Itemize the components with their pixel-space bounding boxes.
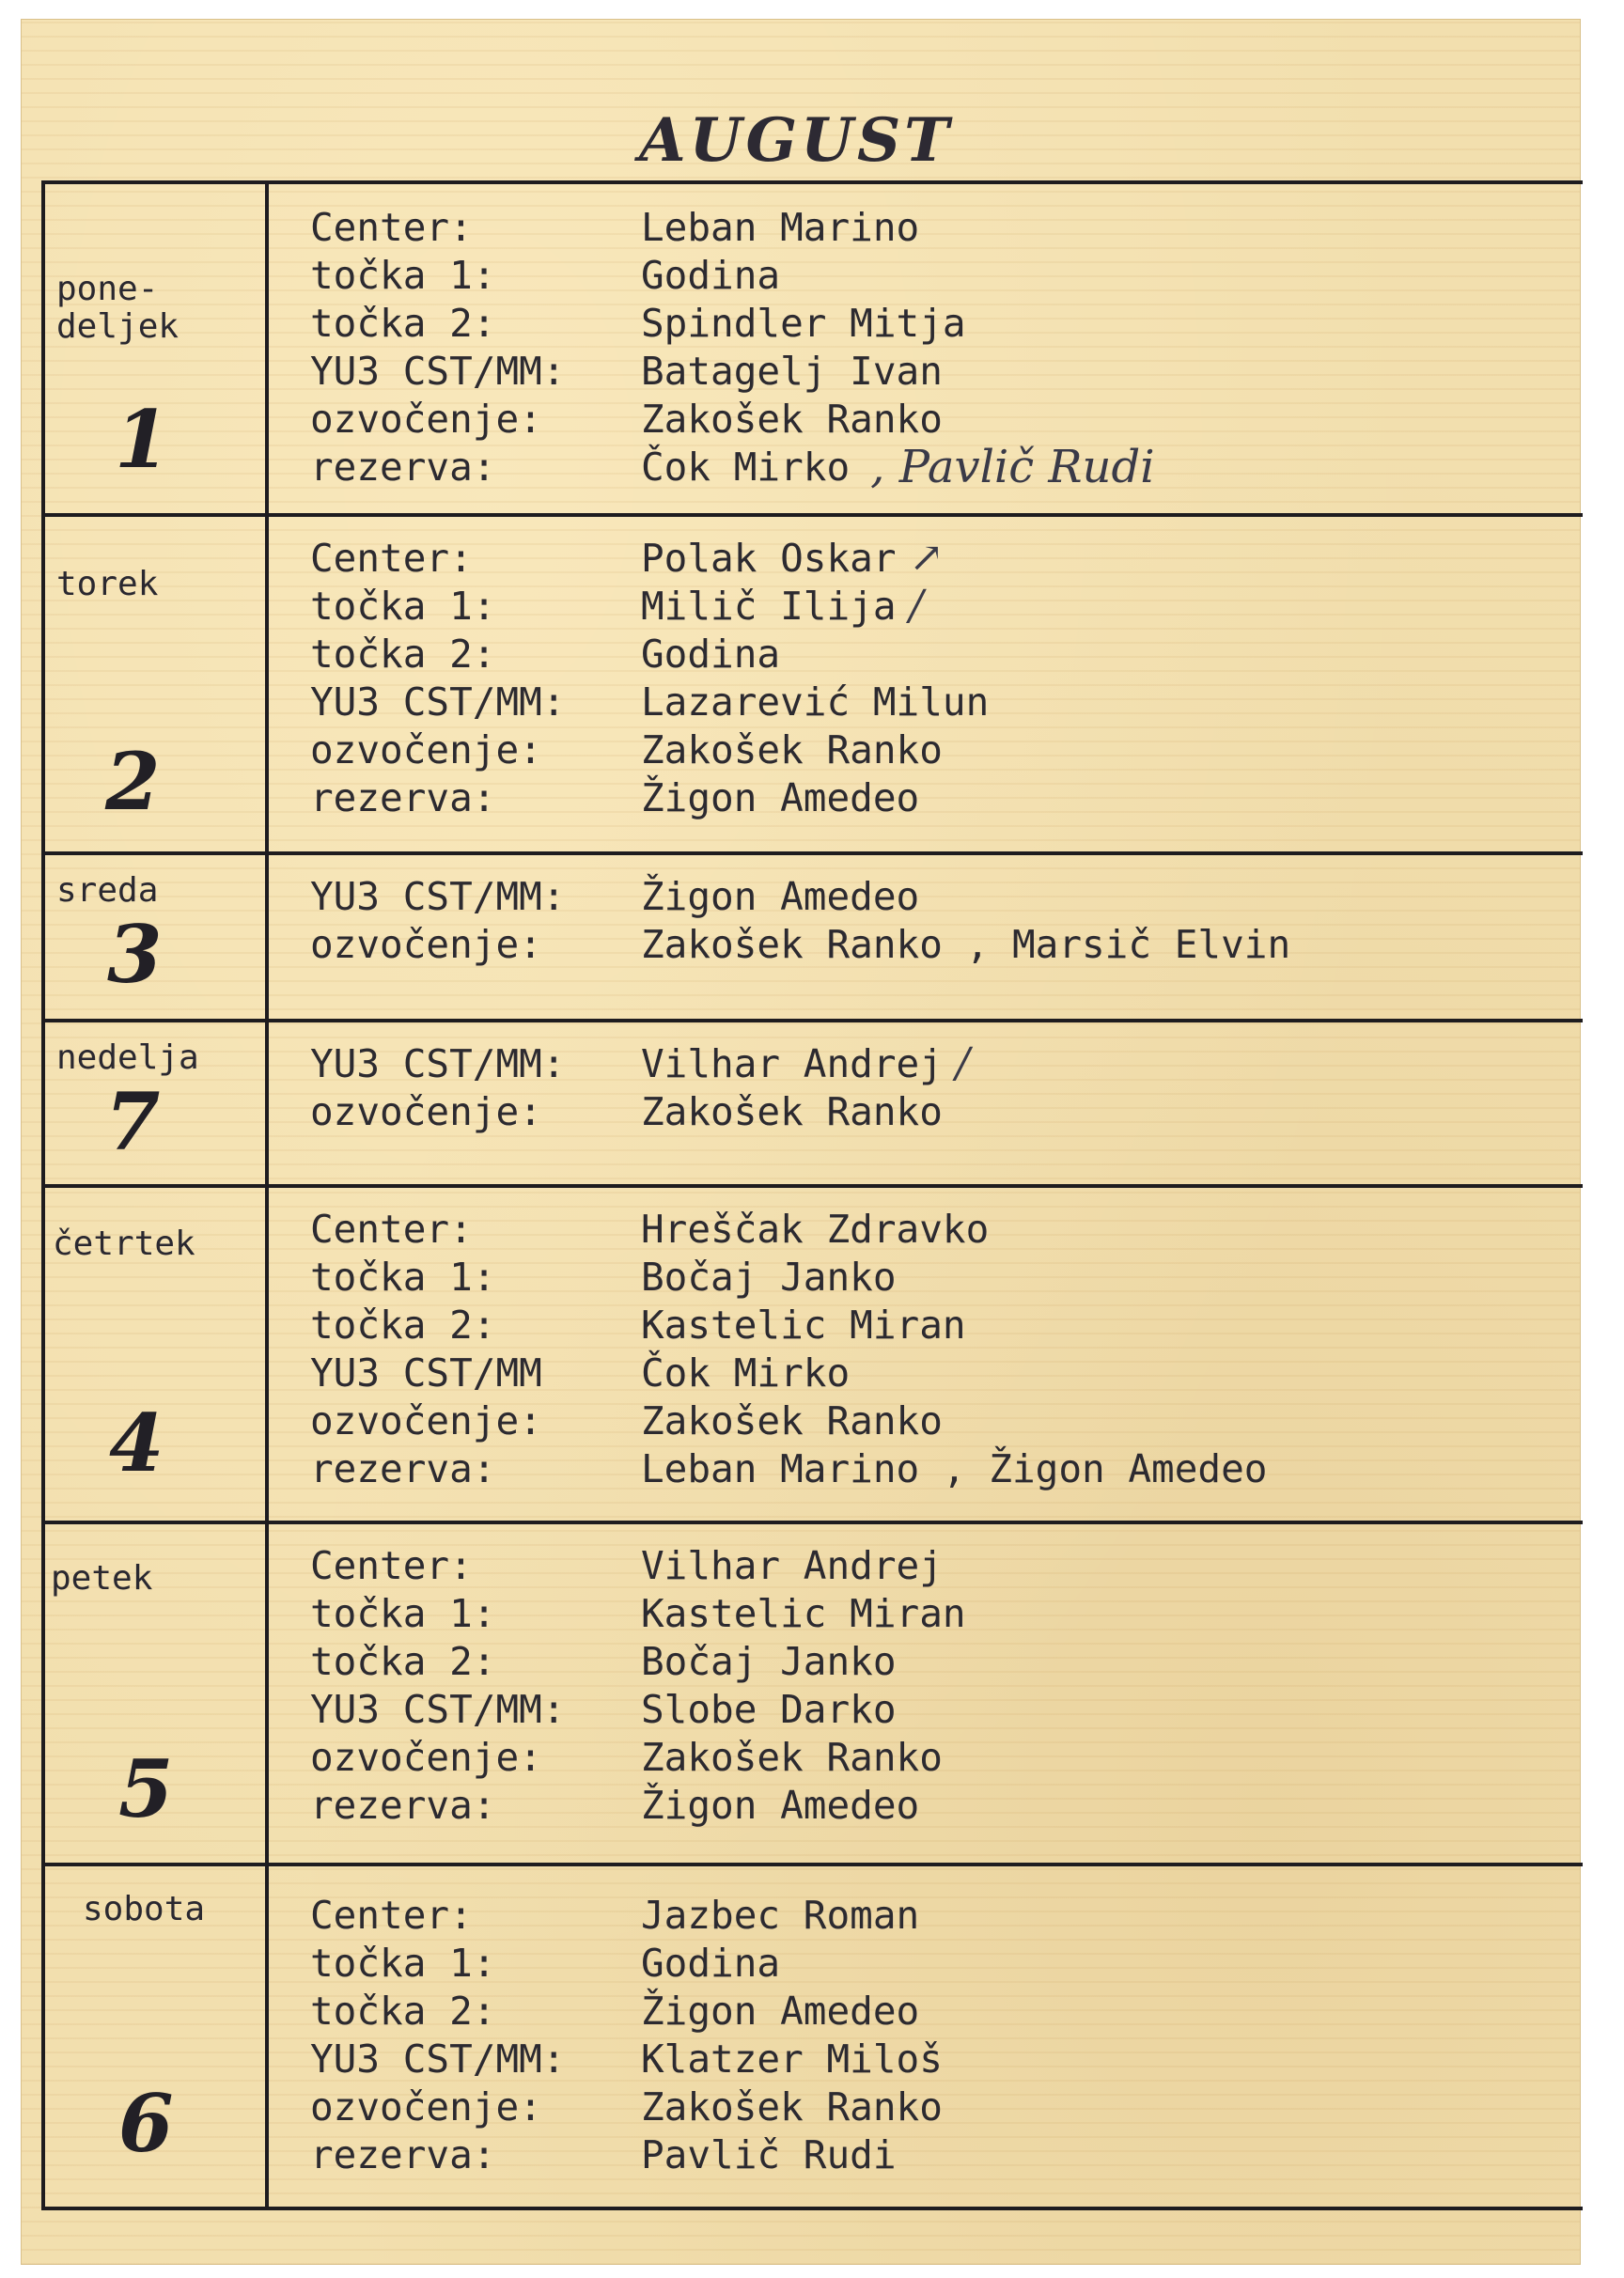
handwritten-addition: , Pavlič Rudi [870, 440, 1155, 493]
duty-list [310, 203, 1155, 491]
role-label: ozvočenje: [310, 2083, 542, 2130]
role-label: točka 2: [310, 1302, 496, 1348]
duty-entry [310, 1939, 943, 1987]
duty-entry [310, 299, 1155, 347]
duty-list [310, 1541, 966, 1829]
person-name: Zakošek Ranko [641, 1088, 943, 1134]
person-name: Bočaj Janko [641, 1254, 897, 1300]
day-label: sreda [56, 871, 159, 910]
person-name: Žigon Amedeo [641, 774, 920, 820]
duty-list [310, 1205, 1267, 1492]
person-name: Lazarević Milun [641, 679, 990, 725]
schedule-table [41, 180, 1583, 2210]
day-number: 6 [118, 2077, 174, 2170]
day-number: 5 [118, 1742, 174, 1835]
day-number: 3 [107, 908, 163, 1001]
person-name: Godina [641, 631, 781, 677]
role-label: YU3 CST/MM: [310, 2036, 566, 2082]
duty-list [310, 534, 989, 821]
person-name: Godina [641, 252, 781, 298]
duty-entry [310, 347, 1155, 395]
person-name: Godina [641, 1940, 781, 1986]
role-label: YU3 CST/MM: [310, 1040, 566, 1086]
day-number: 1 [115, 393, 170, 486]
duty-entry [310, 1301, 1267, 1349]
role-label: točka 1: [310, 583, 496, 629]
role-label: rezerva: [310, 2131, 496, 2177]
day-row-cetrtek [41, 1184, 1583, 1521]
duty-entry [310, 251, 1155, 299]
role-label: Center: [310, 535, 473, 581]
role-label: rezerva: [310, 1445, 496, 1491]
person-name: Zakošek Ranko [641, 1397, 943, 1443]
duty-list [310, 1891, 943, 2178]
duty-entry [310, 1253, 1267, 1301]
duty-entry [310, 1444, 1267, 1492]
role-label: točka 1: [310, 1254, 496, 1300]
day-label: petek [51, 1559, 153, 1598]
role-label: ozvočenje: [310, 396, 542, 442]
duty-entry [310, 2130, 943, 2178]
day-number: 7 [105, 1075, 161, 1168]
role-label: Center: [310, 1542, 473, 1588]
person-name: Žigon Amedeo [641, 1988, 920, 2034]
person-name: Leban Marino [641, 204, 920, 250]
person-name: Batagelj Ivan [641, 348, 943, 394]
duty-entry [310, 1087, 970, 1135]
person-name: Zakošek Ranko [641, 396, 943, 442]
duty-entry [310, 872, 1290, 920]
role-label: ozvočenje: [310, 1734, 542, 1780]
role-label: rezerva: [310, 444, 496, 490]
role-label: točka 2: [310, 1638, 496, 1684]
day-label: četrtek [53, 1225, 195, 1263]
role-label: ozvočenje: [310, 1397, 542, 1443]
day-row-ponedeljek [41, 180, 1583, 513]
day-row-nedelja [41, 1019, 1583, 1184]
duty-entry [310, 773, 989, 821]
role-label: YU3 CST/MM: [310, 679, 566, 725]
duty-entry [310, 1205, 1267, 1253]
person-name: Klatzer Miloš [641, 2036, 943, 2082]
page-title: AUGUST [639, 105, 953, 176]
duty-entry [310, 1039, 970, 1087]
duty-entry [310, 2035, 943, 2083]
person-name: Jazbec Roman [641, 1892, 920, 1938]
role-label: ozvočenje: [310, 726, 542, 772]
day-row-petek [41, 1521, 1583, 1863]
person-name: Čok Mirko [641, 1350, 851, 1396]
duty-entry [310, 726, 989, 773]
role-label: točka 2: [310, 300, 496, 346]
person-name: Kastelic Miran [641, 1590, 966, 1636]
day-label: pone- deljek [56, 270, 180, 346]
duty-entry [310, 1349, 1267, 1396]
person-name: Čok Mirko [641, 444, 851, 490]
table-bottom-border [41, 2207, 1583, 2210]
role-label: rezerva: [310, 1782, 496, 1828]
duty-entry [310, 920, 1290, 968]
role-label: YU3 CST/MM [310, 1350, 542, 1396]
duty-entry [310, 1541, 966, 1589]
day-label: nedelja [56, 1038, 199, 1077]
duty-entry [310, 440, 1155, 493]
duty-entry [310, 1781, 966, 1829]
person-name: Vilhar Andrej [641, 1040, 943, 1086]
person-name: Kastelic Miran [641, 1302, 966, 1348]
day-row-sreda [41, 851, 1583, 1019]
day-number: 2 [105, 735, 161, 828]
role-label: točka 2: [310, 631, 496, 677]
person-name: Leban Marino , Žigon Amedeo [641, 1445, 1268, 1491]
duty-entry [310, 203, 1155, 251]
duty-entry [310, 1589, 966, 1637]
role-label: točka 1: [310, 1590, 496, 1636]
person-name: Zakošek Ranko [641, 726, 943, 772]
person-name: Hreščak Zdravko [641, 1206, 990, 1252]
role-label: YU3 CST/MM: [310, 873, 566, 919]
role-label: ozvočenje: [310, 1088, 542, 1134]
duty-entry [310, 1396, 1267, 1444]
day-label: torek [56, 565, 159, 603]
duty-entry [310, 1987, 943, 2035]
person-name: Slobe Darko [641, 1686, 897, 1732]
role-label: točka 1: [310, 1940, 496, 1986]
person-name: Zakošek Ranko [641, 1734, 943, 1780]
role-label: Center: [310, 1206, 473, 1252]
handwritten-mark: / [955, 1039, 970, 1087]
handwritten-mark: / [909, 582, 924, 630]
person-name: Pavlič Rudi [641, 2131, 897, 2177]
duty-entry [310, 630, 989, 678]
person-name: Zakošek Ranko [641, 2083, 943, 2130]
day-number: 4 [109, 1396, 164, 1490]
role-label: Center: [310, 1892, 473, 1938]
role-label: Center: [310, 204, 473, 250]
person-name: Žigon Amedeo [641, 873, 920, 919]
duty-entry [310, 1733, 966, 1781]
duty-entry [310, 678, 989, 726]
duty-entry [310, 1891, 943, 1939]
day-label: sobota [83, 1890, 206, 1928]
person-name: Spindler Mitja [641, 300, 966, 346]
person-name: Bočaj Janko [641, 1638, 897, 1684]
person-name: Zakošek Ranko , Marsič Elvin [641, 921, 1291, 967]
duty-list [310, 1039, 970, 1135]
person-name: Vilhar Andrej [641, 1542, 943, 1588]
day-row-torek [41, 513, 1583, 851]
role-label: ozvočenje: [310, 921, 542, 967]
role-label: točka 1: [310, 252, 496, 298]
role-label: YU3 CST/MM: [310, 1686, 566, 1732]
duty-entry [310, 534, 989, 582]
person-name: Milič Ilija [641, 583, 897, 629]
duty-entry [310, 395, 1155, 443]
duty-entry [310, 582, 989, 630]
role-label: YU3 CST/MM: [310, 348, 566, 394]
duty-entry [310, 1637, 966, 1685]
day-row-sobota [41, 1863, 1583, 2207]
person-name: Polak Oskar [641, 535, 897, 581]
duty-entry [310, 1685, 966, 1733]
person-name: Žigon Amedeo [641, 1782, 920, 1828]
role-label: točka 2: [310, 1988, 496, 2034]
duty-list [310, 872, 1290, 968]
duty-entry [310, 2083, 943, 2130]
handwritten-mark: ↗ [909, 534, 945, 582]
role-label: rezerva: [310, 774, 496, 820]
